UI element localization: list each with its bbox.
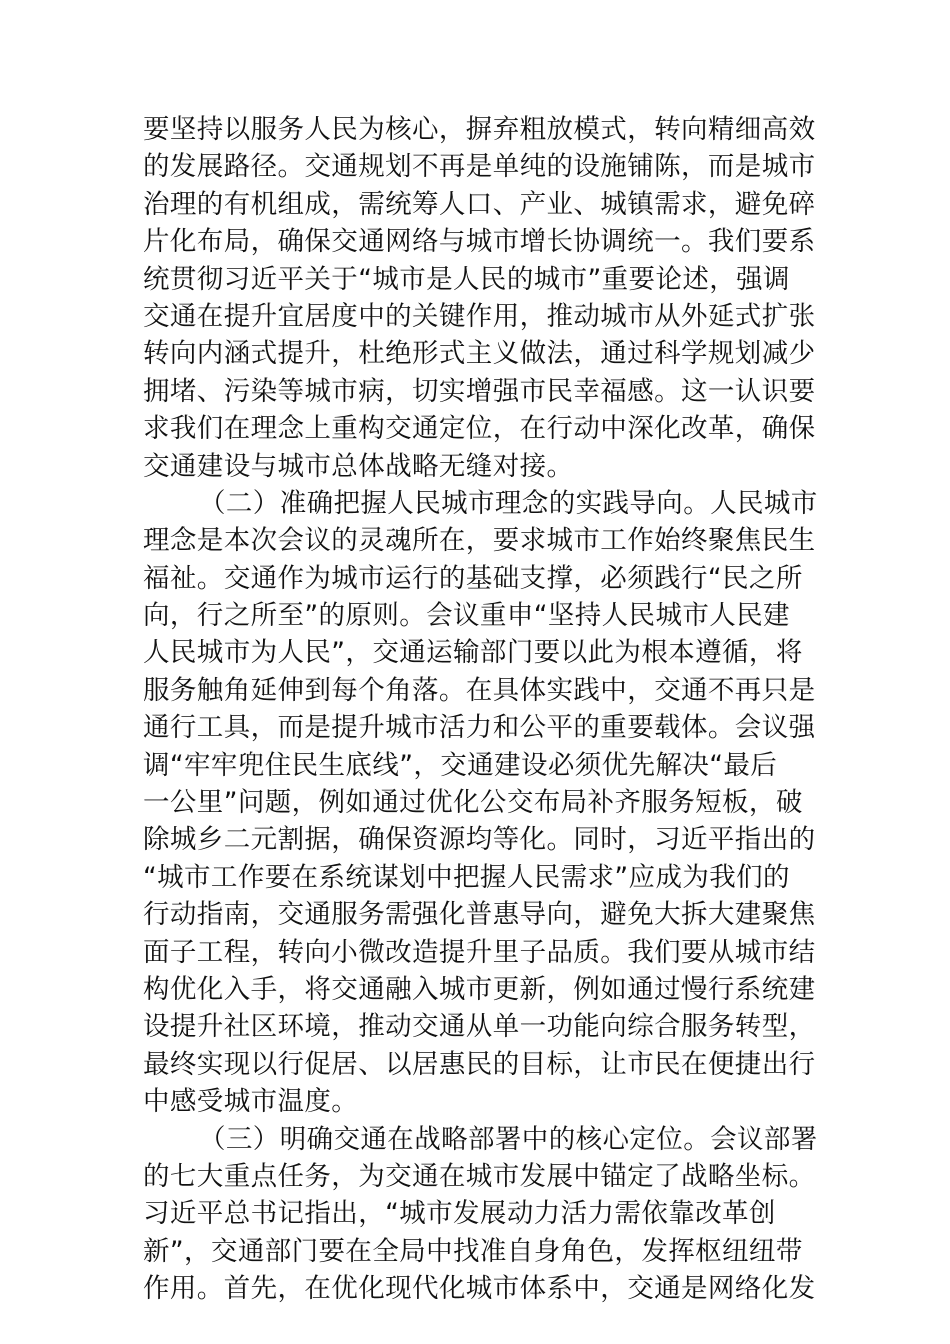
text-line: 福祉。交通作为城市运行的基础支撑，必须践行“民之所 [143, 562, 803, 594]
text-line: 中感受城市温度。 [143, 1086, 359, 1118]
text-line: 新”，交通部门要在全局中找准自身角色，发挥枢纽纽带 [143, 1235, 803, 1267]
text-line: 的发展路径。交通规划不再是单纯的设施铺陈，而是城市 [143, 151, 816, 183]
text-line: 统贯彻习近平关于“城市是人民的城市”重要论述，强调 [143, 263, 790, 295]
text-line: 拥堵、污染等城市病，切实增强市民幸福感。这一认识要 [143, 375, 816, 407]
text-line: 交通在提升宜居度中的关键作用，推动城市从外延式扩张 [143, 300, 816, 332]
section-heading-line: （三）明确交通在战略部署中的核心定位。会议部署 [199, 1123, 818, 1155]
text-line: 一公里”问题，例如通过优化公交布局补齐服务短板，破 [143, 787, 803, 819]
text-line: 作用。首先，在优化现代化城市体系中，交通是网络化发 [143, 1273, 816, 1305]
text-line: 设提升社区环境，推动交通从单一功能向综合服务转型， [143, 1011, 816, 1043]
text-line: 转向内涵式提升，杜绝形式主义做法，通过科学规划减少 [143, 338, 816, 370]
text-line: 治理的有机组成，需统筹人口、产业、城镇需求，避免碎 [143, 188, 816, 220]
text-line: 除城乡二元割据，确保资源均等化。同时，习近平指出的 [143, 824, 816, 856]
text-line: 求我们在理念上重构交通定位，在行动中深化改革，确保 [143, 413, 816, 445]
text-line: 交通建设与城市总体战略无缝对接。 [143, 450, 574, 482]
text-line: 片化布局，确保交通网络与城市增长协调统一。我们要系 [143, 226, 816, 258]
text-line: 要坚持以服务人民为核心，摒弃粗放模式，转向精细高效 [143, 114, 816, 145]
text-line: 行动指南，交通服务需强化普惠导向，避免大拆大建聚焦 [143, 899, 816, 931]
text-line: 的七大重点任务，为交通在城市发展中锚定了战略坐标。 [143, 1160, 816, 1192]
text-line: “城市工作要在系统谋划中把握人民需求”应成为我们的 [143, 861, 790, 893]
text-line: 向，行之所至”的原则。会议重申“坚持人民城市人民建 [143, 600, 790, 632]
text-line: 构优化入手，将交通融入城市更新，例如通过慢行系统建 [143, 973, 816, 1005]
text-line: 习近平总书记指出，“城市发展动力活力需依靠改革创 [143, 1198, 776, 1230]
section-heading-line: （二）准确把握人民城市理念的实践导向。人民城市 [199, 487, 818, 519]
text-line: 理念是本次会议的灵魂所在，要求城市工作始终聚焦民生 [143, 525, 816, 557]
text-line: 通行工具，而是提升城市活力和公平的重要载体。会议强 [143, 712, 816, 744]
body-text [143, 111, 818, 1308]
text-line: 服务触角延伸到每个角落。在具体实践中，交通不再只是 [143, 674, 816, 706]
text-line: 面子工程，转向小微改造提升里子品质。我们要从城市结 [143, 936, 816, 968]
text-line: 最终实现以行促居、以居惠民的目标，让市民在便捷出行 [143, 1048, 816, 1080]
text-line: 调“牢牢兜住民生底线”，交通建设必须优先解决“最后 [143, 749, 778, 781]
text-line: 人民城市为人民”，交通运输部门要以此为根本遵循，将 [143, 637, 803, 669]
